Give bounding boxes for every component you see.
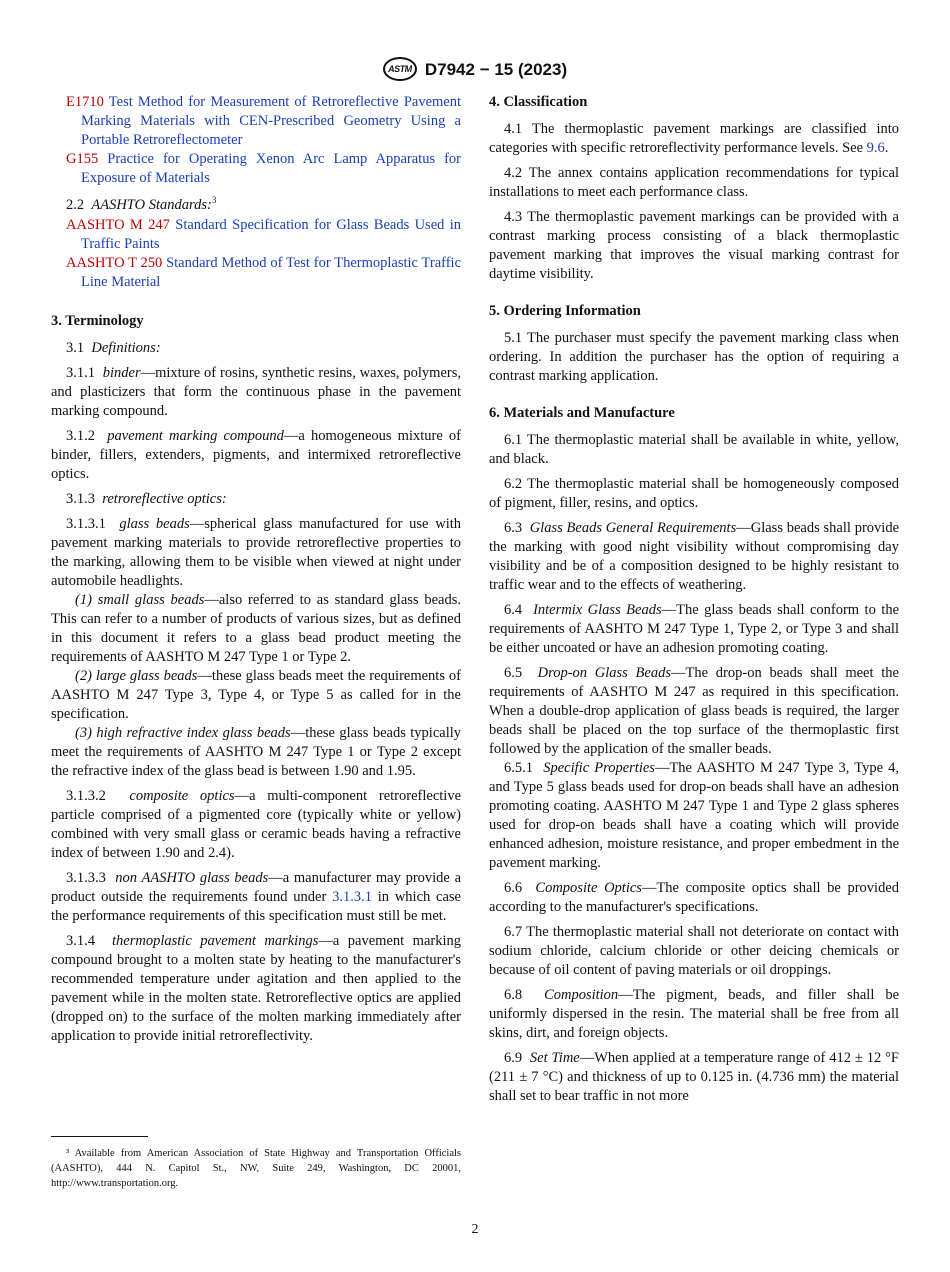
page-number: 2 bbox=[471, 1222, 479, 1237]
left-column bbox=[51, 93, 461, 1052]
para-small-glass-beads: (1) small glass beads—also referred to as standard glass beads. This can refer to a number of products of various sizes, but as defined in this document it refers to a glass bead product meeting the requirements of AASHTO M 247 Type 1 or Type 2. bbox=[51, 592, 461, 665]
para-6-5-1: 6.5.1 Specific Properties—The AASHTO M 247 Type 3, Type 4, and Type 5 glass beads used for drop-on beads shall have an adhesion promoting coating. AASHTO M 247 Type 1 and Type 2 glass spheres used for drop-on beads shall have a coating which will provide enhanced adhesion, moisture resistance, and proper embedment in the pavement marking. bbox=[489, 760, 900, 871]
para-6-9: 6.9 Set Time—When applied at a temperature range of 412 ± 12 °F (211 ± 7 °C) and thickness of up to 0.125 in. (4.736 mm) the material shall set to bear traffic in not more bbox=[489, 1050, 899, 1104]
para-6-5: 6.5 Drop-on Glass Beads—The drop-on beads shall meet the requirements of AASHTO M 247 as required in this specification. When a double-drop application of glass beads is required, the larger beads shall be placed on the top surface of the thermoplastic first followed by the application of the smaller beads. bbox=[489, 665, 899, 757]
para-large-glass-beads: (2) large glass beads—these glass beads meet the requirements of AASHTO M 247 Type 3, Type 4, or Type 5 as called for in the specification. bbox=[51, 668, 461, 722]
para-3-1: 3.1 Definitions: bbox=[66, 340, 161, 356]
footnote-marker: 3 bbox=[211, 195, 217, 206]
reference-title[interactable]: Standard Specification for Glass Beads Used in Traffic Paints bbox=[81, 217, 462, 252]
page-header bbox=[0, 56, 950, 82]
para-3-1-3: 3.1.3 retroreflective optics: bbox=[66, 491, 227, 507]
para-6-8: 6.8 Composition—The pigment, beads, and filler shall be uniformly dispersed in the resin. The material shall be free from all skins, dirt, and foreign objects. bbox=[489, 987, 900, 1041]
section-link-9-6[interactable]: 9.6 bbox=[866, 140, 885, 156]
astm-logo-icon: ASTM bbox=[383, 57, 417, 81]
reference-code[interactable]: AASHTO T 250 bbox=[66, 255, 163, 271]
para-3-1-3-3: 3.1.3.3 non AASHTO glass beads—a manufacturer may provide a product outside the requirements found under 3.1.3.1 in which case the performance requirements of this specification must still be met. bbox=[51, 870, 462, 924]
para-6-7: 6.7 The thermoplastic material shall not deteriorate on contact with sodium chloride, calcium chloride or other deicing chemicals or because of oil content of paving materials or oil droppings. bbox=[489, 924, 899, 978]
para-3-1-1: 3.1.1 binder—mixture of rosins, synthetic resins, waxes, polymers, and plasticizers that form the continuous phase in the pavement marking compound. bbox=[51, 365, 461, 419]
aashto-standards-heading: 2.2 AASHTO Standards:$^3$ bbox=[66, 195, 217, 213]
reference-code[interactable]: E1710 bbox=[66, 94, 104, 110]
reference-aashto-t250[interactable] bbox=[51, 254, 461, 292]
para-3-1-2: 3.1.2 pavement marking compound—a homogeneous mixture of binder, fillers, extenders, pigments, and intermixed retroreflective optics. bbox=[51, 428, 461, 482]
reference-title[interactable]: Standard Method of Test for Thermoplastic Traffic Line Material bbox=[81, 255, 462, 290]
para-3-1-4: 3.1.4 thermoplastic pavement markings—a pavement marking compound brought to a molten state by heating to the manufacturer's recommended temperature under agitation and then applied to the pavement while in the molten state. Retroreflective optics are applied (dropped on) to the surface of the molten marking immediately after application to provide initial retroreflectivity. bbox=[51, 933, 461, 1044]
right-column bbox=[489, 93, 899, 1112]
para-6-2: 6.2 The thermoplastic material shall be homogeneously composed of pigment, filler, resins, and optics. bbox=[489, 476, 899, 511]
para-3-1-3-2: 3.1.3.2 composite optics—a multi-component retroreflective particle comprised of a pigmented core (typically white or yellow) combined with very small glass or ceramic beads having a refractive index of between 1.90 and 2.4). bbox=[51, 788, 461, 861]
para-4-2: 4.2 The annex contains application recommendations for typical installations to meet each performance class. bbox=[489, 165, 899, 200]
reference-aashto-m247[interactable] bbox=[51, 216, 461, 254]
reference-code[interactable]: AASHTO M 247 bbox=[66, 217, 170, 233]
para-5-1: 5.1 The purchaser must specify the pavement marking class when ordering. In addition the purchaser has the option of requiring a contrast marking application. bbox=[489, 330, 899, 384]
footnote-3: ³ Available from American Association of State Highway and Transportation Officials (AASHTO), 444 N. Capitol St., NW, Suite 249, Washington, DC 20001, http://www.transportation.org. bbox=[51, 1148, 461, 1189]
section-heading-materials: 6. Materials and Manufacture bbox=[489, 405, 675, 421]
footnote-divider bbox=[51, 1136, 148, 1137]
para-6-4: 6.4 Intermix Glass Beads—The glass beads shall conform to the requirements of AASHTO M 247 Type 1, Type 2, or Type 3 and shall be either uncoated or have an adhesion promoting coating. bbox=[489, 602, 900, 656]
para-4-1: 4.1 The thermoplastic pavement markings are classified into categories with specific retroreflectivity performance levels. See 9.6. bbox=[489, 121, 899, 156]
para-6-1: 6.1 The thermoplastic material shall be available in white, yellow, and black. bbox=[489, 432, 899, 467]
para-3-1-3-1: 3.1.3.1 glass beads—spherical glass manufactured for use with pavement marking materials to provide retroreflective properties to the marking, allowing them to be visible when viewed at night under automobile headlights. bbox=[51, 516, 461, 589]
section-heading-ordering: 5. Ordering Information bbox=[489, 303, 641, 319]
reference-code[interactable]: G155 bbox=[66, 151, 99, 167]
para-6-3: 6.3 Glass Beads General Requirements—Glass beads shall provide the marking with good night visibility without compromising day visibility and be of a composition designed to be highly resistant to traffic wear and to the effects of weathering. bbox=[489, 520, 899, 593]
para-6-6: 6.6 Composite Optics—The composite optics shall be provided according to the manufacturer's specifications. bbox=[489, 880, 900, 915]
section-heading-terminology: 3. Terminology bbox=[51, 313, 144, 329]
section-link-3-1-3-1[interactable]: 3.1.3.1 bbox=[332, 889, 372, 905]
reference-title[interactable]: Practice for Operating Xenon Arc Lamp Apparatus for Exposure of Materials bbox=[81, 151, 461, 186]
para-high-refractive-beads: (3) high refractive index glass beads—these glass beads typically meet the requirements of AASHTO M 247 Type 1 or Type 2 except the refractive index of the glass bead is between 1.90 and 1.95. bbox=[51, 725, 462, 779]
para-4-3: 4.3 The thermoplastic pavement markings can be provided with a contrast marking process consisting of a black thermoplastic pavement marking that improves the visual marking contrast for daytime visibility. bbox=[489, 209, 899, 282]
reference-title[interactable]: Test Method for Measurement of Retroreflective Pavement Marking Materials with CEN-Prescribed Geometry Using a Portable Retroreflectometer bbox=[81, 94, 461, 148]
section-heading-classification: 4. Classification bbox=[489, 94, 588, 110]
document-id: D7942 − 15 (2023) bbox=[424, 59, 568, 79]
reference-e1710[interactable] bbox=[51, 93, 461, 150]
reference-g155[interactable] bbox=[51, 150, 461, 188]
